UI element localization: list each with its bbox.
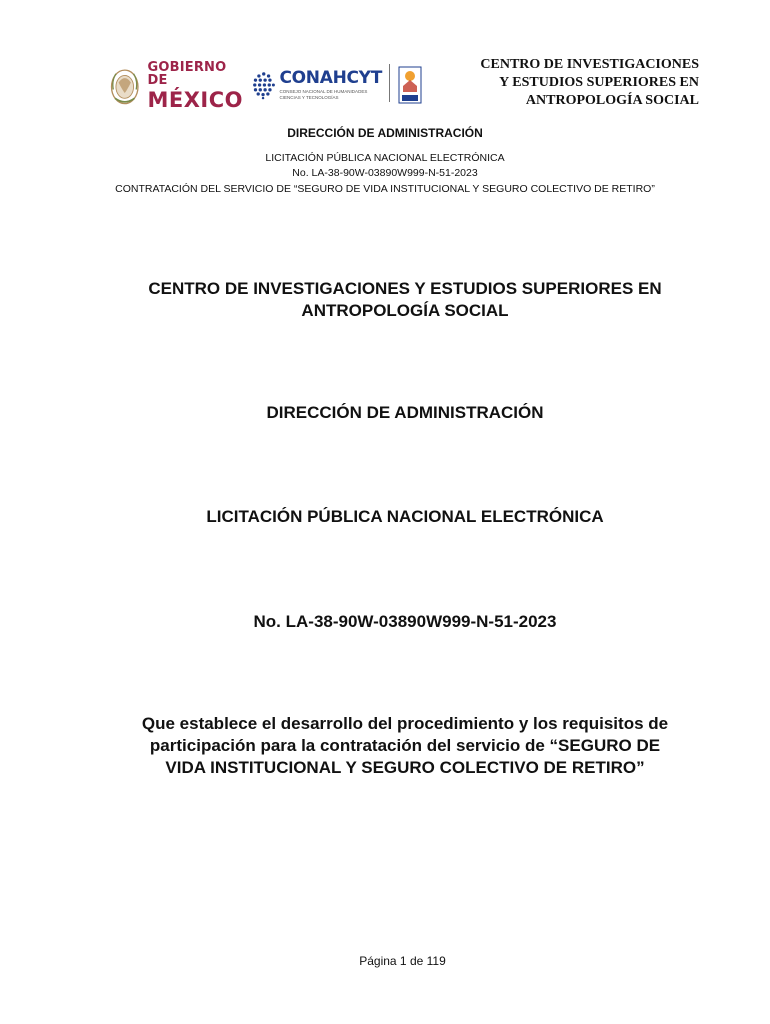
- description-line: Que establece el desarrollo del procedimiento y los requisitos de: [141, 714, 669, 733]
- conahcyt-dots-icon: [252, 64, 275, 106]
- logo-divider: [389, 64, 390, 102]
- header-institution-line: Y ESTUDIOS SUPERIORES EN: [499, 75, 699, 90]
- gobierno-line2: MÉXICO: [147, 88, 243, 112]
- header-number: No. LA-38-90W-03890W999-N-51-2023: [292, 167, 478, 179]
- header-institution-title: [439, 56, 699, 110]
- header-institution-line: ANTROPOLOGÍA SOCIAL: [525, 93, 699, 108]
- national-seal-icon: [108, 60, 141, 112]
- header-institution-line: CENTRO DE INVESTIGACIONES: [480, 57, 699, 72]
- body-institution-title: [0, 278, 770, 322]
- body-direction: DIRECCIÓN DE ADMINISTRACIÓN: [266, 403, 544, 422]
- description-line: VIDA INSTITUCIONAL Y SEGURO COLECTIVO DE RETIRO”: [165, 758, 645, 777]
- ciesas-logo: [398, 66, 422, 104]
- conahcyt-logo: [252, 62, 382, 108]
- description-line: participación para la contratación del servicio de “SEGURO DE: [149, 736, 661, 755]
- header-licitacion: LICITACIÓN PÚBLICA NACIONAL ELECTRÓNICA: [265, 152, 505, 164]
- header-direction: DIRECCIÓN DE ADMINISTRACIÓN: [287, 126, 483, 140]
- gobierno-de-mexico-logo: [108, 58, 243, 114]
- header-contract: CONTRATACIÓN DEL SERVICIO DE “SEGURO DE VIDA INSTITUCIONAL Y SEGURO COLECTIVO DE RETIRO”: [115, 183, 655, 195]
- gobierno-line1: GOBIERNO DE: [147, 60, 227, 88]
- page-number: Página 1 de 119: [359, 954, 446, 968]
- body-institution-line: ANTROPOLOGÍA SOCIAL: [301, 301, 509, 320]
- body-number: No. LA-38-90W-03890W999-N-51-2023: [253, 612, 557, 631]
- body-institution-line: CENTRO DE INVESTIGACIONES Y ESTUDIOS SUPERIORES EN: [148, 279, 662, 298]
- conahcyt-name: CONAHCYT: [279, 68, 382, 89]
- body-description: [120, 713, 690, 779]
- body-licitacion: LICITACIÓN PÚBLICA NACIONAL ELECTRÓNICA: [206, 507, 604, 526]
- conahcyt-subtitle: CONSEJO NACIONAL DE HUMANIDADES CIENCIAS Y TECNOLOGÍAS: [279, 89, 368, 100]
